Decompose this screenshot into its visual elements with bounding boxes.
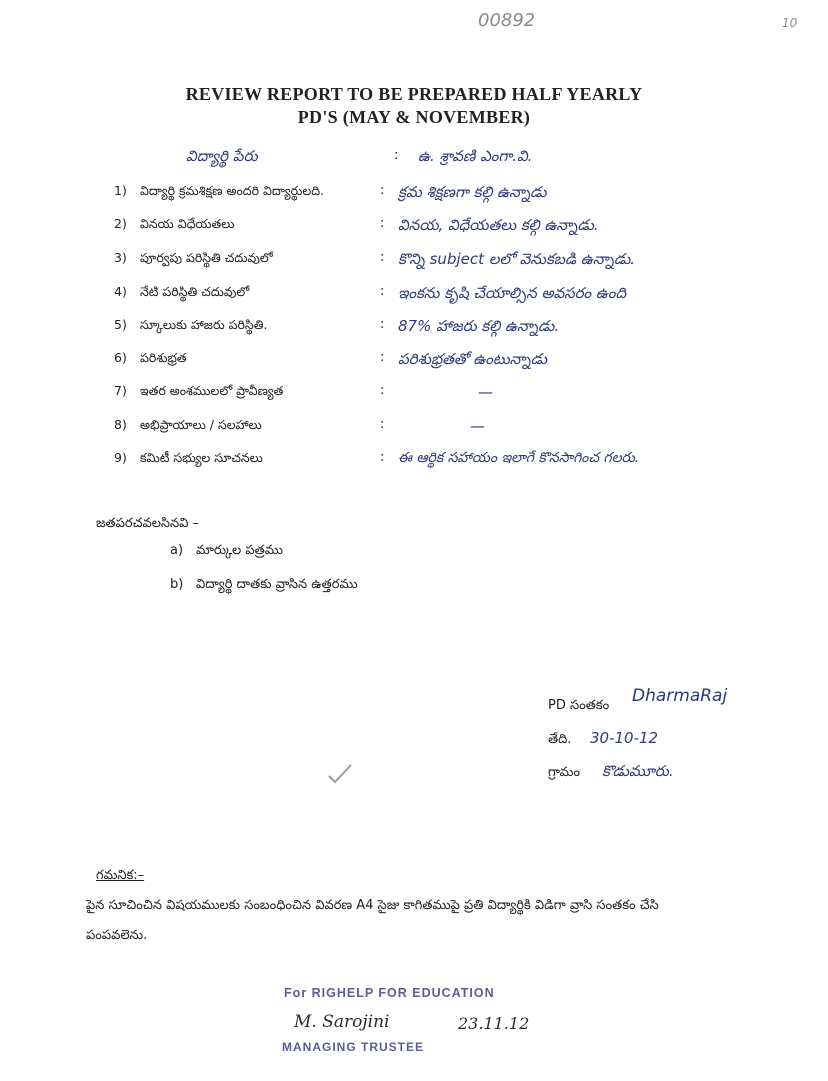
question-colon: : [380, 417, 385, 432]
question-answer: క్రమ శిక్షణగా కల్గి ఉన్నాడు [398, 183, 547, 201]
question-answer: కొన్ని subject లలో వెనుకబడి ఉన్నాడు. [398, 250, 636, 268]
question-colon: : [380, 317, 385, 332]
question-row [0, 317, 828, 339]
question-colon: : [380, 450, 385, 465]
question-answer: ఈ ఆర్థిక సహాయం ఇలాగే కొనసాగించ గలరు. [398, 450, 640, 466]
question-answer: ఇంకను కృషి చేయాల్సిన అవసరం ఉంది [398, 284, 627, 302]
question-row [0, 183, 828, 205]
question-colon: : [380, 284, 385, 299]
question-row [0, 350, 828, 372]
village-value: కొడుమూరు. [602, 762, 674, 780]
question-row [0, 216, 828, 238]
question-answer: 87% హాజరు కల్గి ఉన్నాడు. [398, 317, 560, 335]
question-number: 7) [114, 383, 127, 398]
question-label: విద్యార్థి క్రమశిక్షణ అందరి విద్యార్థులది. [140, 183, 325, 198]
reference-number: 00892 [478, 10, 536, 31]
question-number: 4) [114, 284, 127, 299]
page-number: 10 [782, 16, 798, 30]
question-label: అభిప్రాయాలు / సలహాలు [140, 417, 262, 432]
pd-signature-label: PD సంతకం [548, 698, 610, 713]
note-line: పైన సూచించిన విషయములకు సంబంధించిన వివరణ A4 సైజు కాగితముపై ప్రతి విద్యార్థికి విడిగా వ్రాసి సంతకం చేసి [86, 898, 659, 913]
question-colon: : [380, 216, 385, 231]
tick-mark-icon [326, 762, 354, 786]
question-answer: పరిశుభ్రతతో ఉంటున్నాడు [398, 350, 548, 368]
trustee-signature: M. Sarojini [294, 1012, 390, 1032]
question-answer: — [478, 383, 493, 401]
question-label: ఇతర అంశములలో ప్రావీణ్యత [140, 383, 284, 398]
attachment-item: మార్కుల పత్రము [196, 543, 283, 558]
question-row [0, 383, 828, 405]
question-row [0, 417, 828, 439]
attachment-marker: a) [170, 543, 184, 558]
question-label: వినయ విధేయతలు [140, 216, 235, 231]
question-colon: : [380, 383, 385, 398]
question-colon: : [380, 183, 385, 198]
question-row [0, 450, 828, 472]
question-number: 3) [114, 250, 127, 265]
question-colon: : [380, 350, 385, 365]
question-row [0, 284, 828, 306]
date-value: 30-10-12 [590, 729, 659, 747]
student-name-value: ఉ. శ్రావణి ఎంగా.వి. [418, 147, 533, 165]
question-number: 1) [114, 183, 127, 198]
question-number: 9) [114, 450, 127, 465]
pd-signature: DharmaRaj [632, 686, 728, 706]
question-answer: — [470, 417, 485, 435]
student-name-label: విద్యార్థి పేరు [186, 147, 258, 165]
question-label: పరిశుభ్రత [140, 350, 187, 365]
question-number: 5) [114, 317, 127, 332]
stamp-title: MANAGING TRUSTEE [282, 1040, 424, 1054]
question-label: కమిటీ సభ్యుల సూచనలు [140, 450, 263, 465]
report-title: REVIEW REPORT TO BE PREPARED HALF YEARLY [185, 84, 643, 104]
question-answer: వినయ, విధేయతలు కల్గి ఉన్నాడు. [398, 216, 599, 234]
stamp-date: 23.11.12 [458, 1014, 530, 1033]
question-number: 8) [114, 417, 127, 432]
student-name-colon: : [394, 148, 399, 163]
question-number: 2) [114, 216, 127, 231]
stamp-organization: For RIGHELP FOR EDUCATION [284, 986, 495, 1000]
attachment-item: విద్యార్థి దాతకు వ్రాసిన ఉత్తరము [196, 577, 358, 592]
question-colon: : [380, 250, 385, 265]
report-subtitle: PD'S (MAY & NOVEMBER) [297, 107, 531, 127]
attachments-heading: జతపరచవలసినవి – [96, 516, 200, 531]
question-row [0, 250, 828, 272]
question-number: 6) [114, 350, 127, 365]
question-label: స్కూలుకు హాజరు పరిస్థితి. [140, 317, 268, 332]
note-line: పంపవలెను. [86, 928, 148, 943]
question-label: నేటి పరిస్థితి చదువులో [140, 284, 250, 299]
village-label: గ్రామం [548, 765, 580, 780]
question-label: పూర్వపు పరిస్థితి చదువులో [140, 250, 273, 265]
date-label: తేది. [548, 732, 572, 747]
attachment-marker: b) [170, 577, 184, 592]
note-heading: గమనిక:– [96, 868, 145, 883]
